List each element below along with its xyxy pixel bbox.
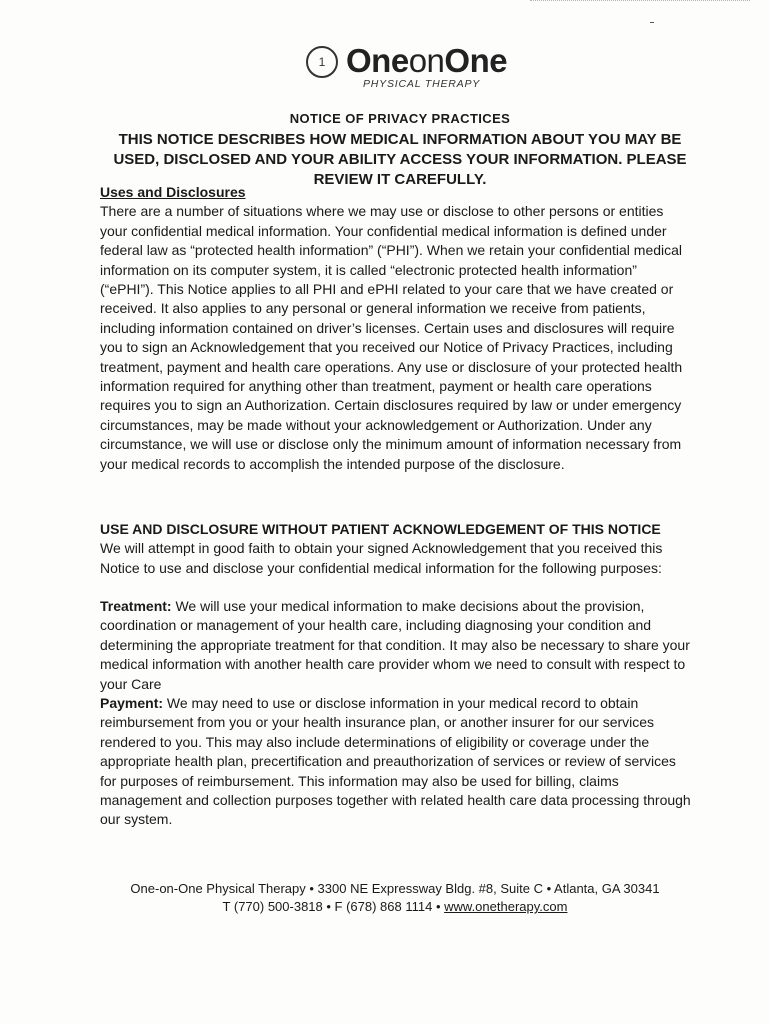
treatment-section <box>100 597 692 694</box>
website-link[interactable]: www.onetherapy.com <box>444 899 568 914</box>
notice-title: NOTICE OF PRIVACY PRACTICES <box>289 111 511 126</box>
logo-mark-icon: 1 <box>306 46 338 78</box>
scan-artifact <box>530 0 750 4</box>
treatment-label: Treatment: <box>100 598 172 614</box>
logo-name: OneonOne <box>346 42 508 79</box>
logo-subtitle: PHYSICAL THERAPY <box>363 78 481 90</box>
page-footer <box>110 880 680 916</box>
footer-contact: T (770) 500-3818 • F (678) 868 1114 • www.onetherapy.com <box>222 899 568 914</box>
payment-body: We may need to use or disclose information in your medical record to obtain reimbursement from you or your health insurance plan, or another insurer for our services rendered to you. This may also include determinations of eligibility or coverage under the appropriate health plan, precertification and preauthorization of services or review of services for purposes of reimbursement. This information may also be used for billing, claims management and collection purposes together with related health care data processing through our system. <box>100 695 691 828</box>
section-body: We will attempt in good faith to obtain your signed Acknowledgement that you received this Notice to use and disclose your confidential medical information for the following purposes: <box>100 540 663 576</box>
treatment-body: We will use your medical information to make decisions about the provision, coordination or management of your health care, including diagnosing your condition and determining the appropriate treatment for that condition. It may also be necessary to share your medical information with another health care provider whom we need to consult with respect to your Care <box>100 598 690 692</box>
company-logo <box>306 42 516 92</box>
document-title <box>100 110 700 190</box>
footer-address: One-on-One Physical Therapy • 3300 NE Expressway Bldg. #8, Suite C • Atlanta, GA 30341 <box>130 881 660 896</box>
payment-label: Payment: <box>100 695 164 711</box>
uses-section <box>100 183 692 474</box>
without-ack-section <box>100 520 692 578</box>
section-heading: Uses and Disclosures <box>100 184 246 200</box>
scan-artifact <box>650 22 654 23</box>
payment-section <box>100 694 692 830</box>
section-heading: USE AND DISCLOSURE WITHOUT PATIENT ACKNOWLEDGEMENT OF THIS NOTICE <box>100 521 661 537</box>
section-body: There are a number of situations where we may use or disclose to other persons or entities your confidential medical information. Your confidential medical information is defined under federal law as “protected health information” (“PHI”). When we retain your confidential medical information on its computer system, it is called “electronic protected health information” (“ePHI”). This Notice applies to all PHI and ePHI related to your care that we have created or received. It also applies to any personal or general information we receive from patients, including information contained on driver’s licenses. Certain uses and disclosures will require you to sign an Acknowledgement that you received our Notice of Privacy Practices, including treatment, payment and health care operations. Any use or disclosure of your protected health information required for anything other than treatment, payment or health care operations requires you to sign an Authorization. Certain disclosures required by law or under emergency circumstances, may be made without your acknowledgement or Authorization. Under any circumstance, we will use or disclose only the minimum amount of information necessary from your medical records to accomplish the intended purpose of the disclosure. <box>100 203 683 472</box>
notice-statement: THIS NOTICE DESCRIBES HOW MEDICAL INFORMATION ABOUT YOU MAY BE USED, DISCLOSED AND YOUR ABILITY ACCESS YOUR INFORMATION. PLEASE REVIEW IT CAREFULLY. <box>113 131 687 188</box>
